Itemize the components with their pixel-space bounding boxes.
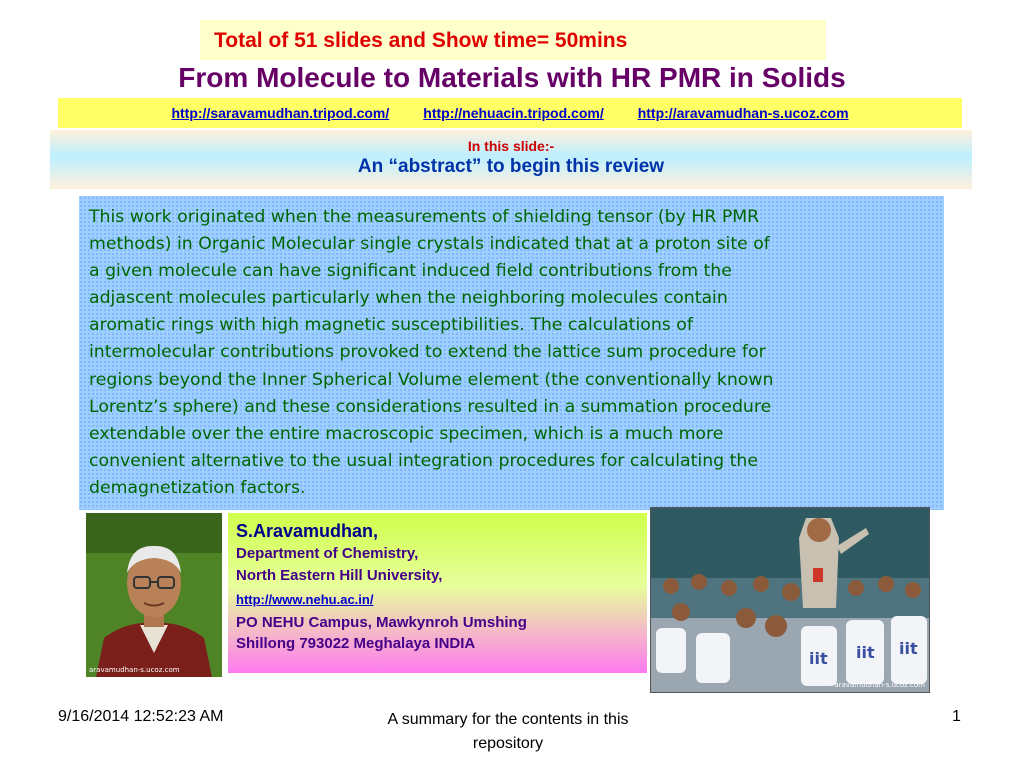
- page-title: From Molecule to Materials with HR PMR in Solids: [178, 62, 846, 93]
- link-saravamudhan-tripod[interactable]: http://saravamudhan.tripod.com/: [171, 105, 390, 121]
- banner-text: Total of 51 slides and Show time= 50mins: [214, 29, 628, 52]
- slide-info-box: [50, 130, 972, 189]
- abstract-line: a given molecule can have significant induced field contributions from the: [89, 261, 732, 282]
- link-aravamudhan-ucoz[interactable]: http://aravamudhan-s.ucoz.com: [637, 105, 849, 121]
- author-address-line2: Shillong 793022 Meghalaya INDIA: [236, 635, 476, 652]
- author-university: North Eastern Hill University,: [236, 567, 443, 584]
- photo-watermark: aravamudhan-s.ucoz.com: [834, 681, 925, 689]
- author-info-box: [228, 513, 647, 673]
- portrait-watermark: aravamudhan-s.ucoz.com: [89, 666, 180, 674]
- svg-text:iit: iit: [856, 643, 875, 662]
- author-name: S.Aravamudhan,: [236, 521, 379, 541]
- university-url-link[interactable]: http://www.nehu.ac.in/: [236, 592, 374, 607]
- abstract-line: methods) in Organic Molecular single crystals indicated that at a proton site of: [89, 234, 770, 255]
- slide-count-banner: [200, 20, 826, 60]
- abstract-text-box: [79, 196, 944, 510]
- author-department: Department of Chemistry,: [236, 545, 419, 562]
- link-nehuacin-tripod[interactable]: http://nehuacin.tripod.com/: [423, 105, 604, 121]
- slide-info-label: In this slide:-: [467, 138, 555, 154]
- author-portrait-photo: [86, 513, 222, 677]
- slide-info-subtitle: An “abstract” to begin this review: [357, 156, 665, 177]
- abstract-line: convenient alternative to the usual integration procedures for calculating the: [89, 450, 758, 471]
- abstract-line: adjascent molecules particularly when the neighboring molecules contain: [89, 288, 728, 309]
- abstract-line: regions beyond the Inner Spherical Volume element (the conventionally known: [89, 369, 774, 390]
- footer-caption: A summary for the contents in this repository: [387, 711, 629, 752]
- abstract-line: Lorentz’s sphere) and these considerations resulted in a summation procedure: [89, 396, 772, 417]
- author-address-line1: PO NEHU Campus, Mawkynroh Umshing: [236, 614, 527, 631]
- footer-datetime: 9/16/2014 12:52:23 AM: [58, 708, 224, 725]
- abstract-line: This work originated when the measurements of shielding tensor (by HR PMR: [89, 207, 760, 227]
- svg-text:iit: iit: [899, 639, 918, 658]
- abstract-line: aromatic rings with high magnetic susceptibilities. The calculations of: [89, 315, 693, 336]
- conference-photo: [650, 507, 930, 693]
- page-number: 1: [952, 708, 961, 725]
- abstract-line: intermolecular contributions provoked to extend the lattice sum procedure for: [89, 342, 766, 363]
- links-bar: [58, 98, 962, 128]
- abstract-line: demagnetization factors.: [89, 477, 306, 498]
- abstract-line: extendable over the entire macroscopic specimen, which is a much more: [89, 423, 724, 444]
- svg-text:iit: iit: [809, 649, 828, 668]
